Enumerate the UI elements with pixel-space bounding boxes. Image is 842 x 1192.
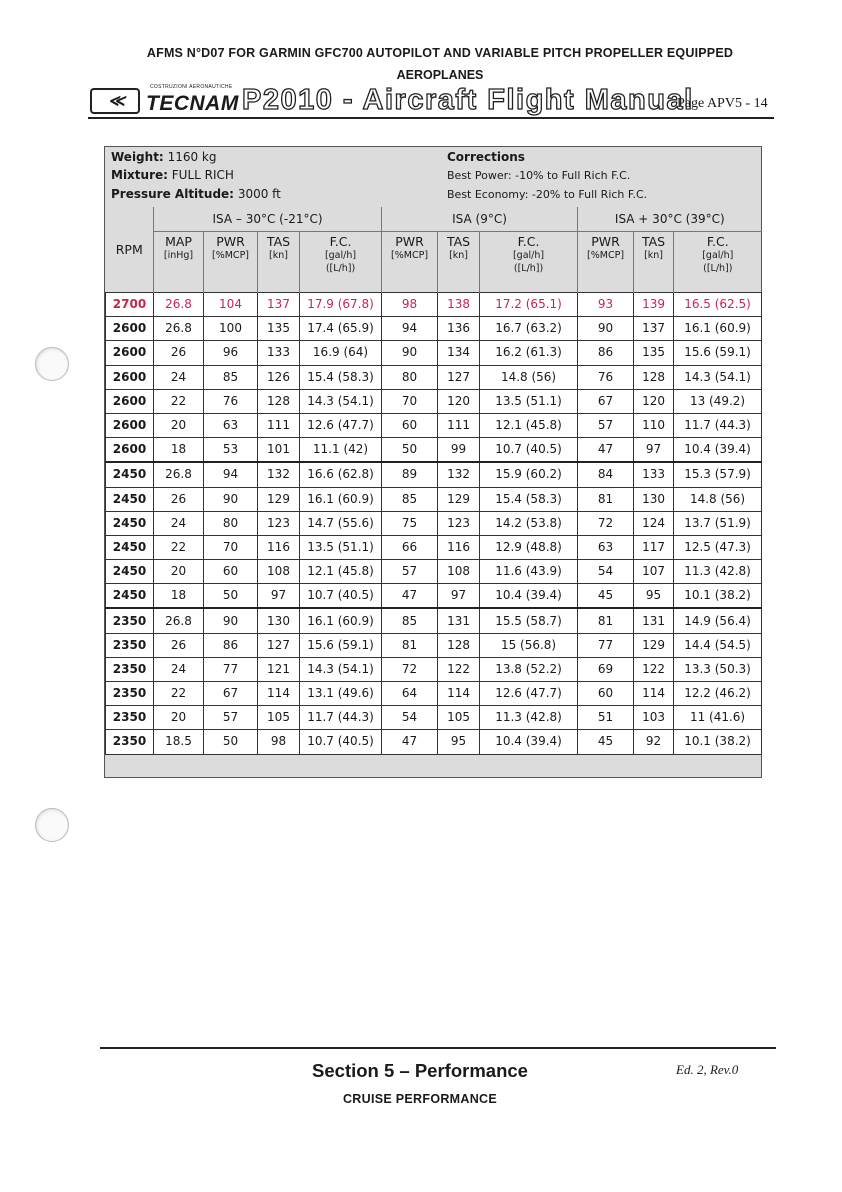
- table-cell: 98: [258, 730, 300, 754]
- table-cell: 107: [634, 560, 674, 584]
- table-cell: 13.7 (51.9): [674, 511, 762, 535]
- table-cell: 95: [634, 584, 674, 609]
- table-cell: 97: [438, 584, 480, 609]
- best-economy-correction: Best Economy: -20% to Full Rich F.C.: [447, 188, 648, 201]
- table-cell: 77: [204, 657, 258, 681]
- table-cell: 90: [204, 487, 258, 511]
- table-cell: 15.4 (58.3): [480, 487, 578, 511]
- rpm-cell: 2450: [106, 487, 154, 511]
- table-row: [106, 365, 762, 389]
- table-cell: 85: [382, 487, 438, 511]
- mixture-info: Mixture: FULL RICH: [111, 168, 234, 182]
- table-cell: 76: [578, 365, 634, 389]
- table-cell: 104: [204, 293, 258, 317]
- table-cell: 90: [204, 608, 258, 633]
- table-cell: 26: [154, 341, 204, 365]
- table-cell: 123: [438, 511, 480, 535]
- table-row: [106, 511, 762, 535]
- table-cell: 66: [382, 535, 438, 559]
- table-cell: 114: [438, 682, 480, 706]
- table-cell: 127: [258, 633, 300, 657]
- table-cell: 13.5 (51.1): [300, 535, 382, 559]
- table-cell: 127: [438, 365, 480, 389]
- table-cell: 10.7 (40.5): [300, 584, 382, 609]
- table-cell: 45: [578, 730, 634, 754]
- table-cell: 130: [634, 487, 674, 511]
- table-row: [106, 341, 762, 365]
- table-cell: 16.7 (63.2): [480, 317, 578, 341]
- table-cell: 122: [438, 657, 480, 681]
- table-cell: 54: [578, 560, 634, 584]
- table-cell: 133: [258, 341, 300, 365]
- table-cell: 18.5: [154, 730, 204, 754]
- rpm-cell: 2600: [106, 413, 154, 437]
- table-cell: 10.7 (40.5): [480, 438, 578, 463]
- cruise-performance-table-panel: [104, 146, 762, 778]
- table-cell: 67: [204, 682, 258, 706]
- table-cell: 80: [382, 365, 438, 389]
- rpm-cell: 2350: [106, 730, 154, 754]
- table-cell: 132: [438, 462, 480, 487]
- table-cell: 11.1 (42): [300, 438, 382, 463]
- table-cell: 98: [382, 293, 438, 317]
- rpm-cell: 2450: [106, 511, 154, 535]
- table-cell: 116: [438, 535, 480, 559]
- table-cell: 130: [258, 608, 300, 633]
- fc-header: F.C. [gal/h] ([L/h]): [480, 232, 578, 293]
- header-line2: AEROPLANES: [396, 68, 484, 82]
- table-cell: 97: [258, 584, 300, 609]
- table-cell: 108: [438, 560, 480, 584]
- table-cell: 81: [578, 608, 634, 633]
- table-cell: 120: [634, 389, 674, 413]
- pwr-header: PWR [%MCP]: [204, 232, 258, 293]
- best-power-correction: Best Power: -10% to Full Rich F.C.: [447, 169, 631, 182]
- rpm-cell: 2450: [106, 535, 154, 559]
- table-row: [106, 317, 762, 341]
- table-row: [106, 608, 762, 633]
- table-cell: 17.2 (65.1): [480, 293, 578, 317]
- table-cell: 99: [438, 438, 480, 463]
- weight-info: Weight: 1160 kg: [111, 150, 217, 164]
- tecnam-logo: [90, 86, 239, 116]
- table-cell: 26.8: [154, 293, 204, 317]
- table-cell: 15.6 (59.1): [300, 633, 382, 657]
- table-cell: 26.8: [154, 608, 204, 633]
- table-cell: 14.3 (54.1): [300, 389, 382, 413]
- table-cell: 60: [382, 413, 438, 437]
- table-cell: 10.4 (39.4): [480, 730, 578, 754]
- table-cell: 26.8: [154, 317, 204, 341]
- table-cell: 50: [204, 584, 258, 609]
- table-cell: 16.2 (61.3): [480, 341, 578, 365]
- rpm-cell: 2600: [106, 317, 154, 341]
- logo-name: TECNAM: [146, 92, 239, 115]
- table-cell: 64: [382, 682, 438, 706]
- table-cell: 110: [634, 413, 674, 437]
- table-cell: 18: [154, 584, 204, 609]
- table-cell: 16.1 (60.9): [300, 608, 382, 633]
- rpm-cell: 2450: [106, 462, 154, 487]
- table-cell: 97: [634, 438, 674, 463]
- table-row: [106, 462, 762, 487]
- table-cell: 16.1 (60.9): [674, 317, 762, 341]
- table-cell: 47: [382, 730, 438, 754]
- table-cell: 84: [578, 462, 634, 487]
- fc-header: F.C. [gal/h] ([L/h]): [300, 232, 382, 293]
- table-cell: 111: [258, 413, 300, 437]
- table-cell: 86: [204, 633, 258, 657]
- table-cell: 129: [438, 487, 480, 511]
- table-cell: 135: [634, 341, 674, 365]
- table-cell: 72: [382, 657, 438, 681]
- edition-revision: Ed. 2, Rev.0: [676, 1062, 739, 1077]
- table-cell: 17.4 (65.9): [300, 317, 382, 341]
- header-rule: [88, 117, 774, 119]
- table-cell: 10.4 (39.4): [674, 438, 762, 463]
- pwr-header: PWR [%MCP]: [382, 232, 438, 293]
- table-cell: 80: [204, 511, 258, 535]
- binder-hole: [35, 808, 69, 842]
- fc-header: F.C. [gal/h] ([L/h]): [674, 232, 762, 293]
- table-row: [106, 584, 762, 609]
- table-cell: 123: [258, 511, 300, 535]
- table-cell: 10.1 (38.2): [674, 730, 762, 754]
- table-cell: 129: [634, 633, 674, 657]
- table-cell: 92: [634, 730, 674, 754]
- table-cell: 14.4 (54.5): [674, 633, 762, 657]
- table-cell: 15.9 (60.2): [480, 462, 578, 487]
- table-cell: 16.1 (60.9): [300, 487, 382, 511]
- table-cell: 20: [154, 560, 204, 584]
- table-cell: 120: [438, 389, 480, 413]
- pwr-header: PWR [%MCP]: [578, 232, 634, 293]
- table-cell: 96: [204, 341, 258, 365]
- table-cell: 13.8 (52.2): [480, 657, 578, 681]
- table-cell: 11.6 (43.9): [480, 560, 578, 584]
- table-cell: 12.2 (46.2): [674, 682, 762, 706]
- table-cell: 63: [204, 413, 258, 437]
- table-cell: 14.8 (56): [674, 487, 762, 511]
- table-cell: 15.4 (58.3): [300, 365, 382, 389]
- table-cell: 12.5 (47.3): [674, 535, 762, 559]
- table-cell: 94: [382, 317, 438, 341]
- table-cell: 13.5 (51.1): [480, 389, 578, 413]
- table-cell: 26.8: [154, 462, 204, 487]
- table-cell: 24: [154, 657, 204, 681]
- logo-subtitle: COSTRUZIONI AERONAUTICHE: [150, 84, 233, 90]
- table-cell: 126: [258, 365, 300, 389]
- table-row: [106, 706, 762, 730]
- table-cell: 14.3 (54.1): [300, 657, 382, 681]
- table-cell: 12.6 (47.7): [480, 682, 578, 706]
- table-row: [106, 730, 762, 754]
- table-cell: 11.7 (44.3): [674, 413, 762, 437]
- table-cell: 15 (56.8): [480, 633, 578, 657]
- table-cell: 12.6 (47.7): [300, 413, 382, 437]
- table-cell: 11.7 (44.3): [300, 706, 382, 730]
- rpm-cell: 2350: [106, 682, 154, 706]
- table-cell: 45: [578, 584, 634, 609]
- table-cell: 75: [382, 511, 438, 535]
- group-header-isa-minus-30: ISA – 30°C (-21°C): [154, 207, 382, 232]
- table-cell: 26: [154, 633, 204, 657]
- table-cell: 111: [438, 413, 480, 437]
- table-cell: 11.3 (42.8): [674, 560, 762, 584]
- table-cell: 13.3 (50.3): [674, 657, 762, 681]
- table-cell: 22: [154, 389, 204, 413]
- table-row: [106, 389, 762, 413]
- table-cell: 103: [634, 706, 674, 730]
- manual-title: P2010 - Aircraft Flight Manual: [242, 84, 694, 116]
- table-cell: 20: [154, 413, 204, 437]
- table-cell: 114: [258, 682, 300, 706]
- table-cell: 131: [438, 608, 480, 633]
- table-cell: 12.9 (48.8): [480, 535, 578, 559]
- table-row: [106, 487, 762, 511]
- rpm-cell: 2350: [106, 633, 154, 657]
- table-cell: 69: [578, 657, 634, 681]
- table-cell: 50: [204, 730, 258, 754]
- table-cell: 47: [382, 584, 438, 609]
- table-cell: 105: [438, 706, 480, 730]
- corrections-title: Corrections: [447, 150, 525, 164]
- section-title: Section 5 – Performance: [312, 1060, 528, 1081]
- rpm-cell: 2600: [106, 341, 154, 365]
- table-cell: 134: [438, 341, 480, 365]
- table-cell: 18: [154, 438, 204, 463]
- table-row: [106, 682, 762, 706]
- table-cell: 137: [634, 317, 674, 341]
- table-cell: 14.3 (54.1): [674, 365, 762, 389]
- tas-header: TAS [kn]: [634, 232, 674, 293]
- table-cell: 11 (41.6): [674, 706, 762, 730]
- table-cell: 70: [204, 535, 258, 559]
- table-cell: 128: [634, 365, 674, 389]
- rpm-cell: 2600: [106, 438, 154, 463]
- table-cell: 128: [438, 633, 480, 657]
- table-cell: 13.1 (49.6): [300, 682, 382, 706]
- table-cell: 85: [382, 608, 438, 633]
- tecnam-logo-icon: ≪: [90, 88, 140, 114]
- page-reference: Page APV5 - 14: [677, 96, 768, 111]
- table-cell: 70: [382, 389, 438, 413]
- table-cell: 53: [204, 438, 258, 463]
- section-subtitle: CRUISE PERFORMANCE: [342, 1092, 498, 1106]
- table-cell: 95: [438, 730, 480, 754]
- rpm-header: RPM: [115, 242, 143, 257]
- table-cell: 57: [204, 706, 258, 730]
- table-cell: 131: [634, 608, 674, 633]
- table-row: [106, 293, 762, 317]
- table-row: [106, 633, 762, 657]
- table-cell: 86: [578, 341, 634, 365]
- group-header-isa: ISA (9°C): [382, 207, 578, 232]
- table-cell: 51: [578, 706, 634, 730]
- table-row: [106, 657, 762, 681]
- table-cell: 116: [258, 535, 300, 559]
- table-cell: 72: [578, 511, 634, 535]
- table-cell: 85: [204, 365, 258, 389]
- table-cell: 13 (49.2): [674, 389, 762, 413]
- table-cell: 16.5 (62.5): [674, 293, 762, 317]
- map-header: MAP [inHg]: [154, 232, 204, 293]
- table-cell: 108: [258, 560, 300, 584]
- table-cell: 122: [634, 657, 674, 681]
- rpm-cell: 2600: [106, 389, 154, 413]
- table-cell: 14.8 (56): [480, 365, 578, 389]
- table-cell: 17.9 (67.8): [300, 293, 382, 317]
- table-cell: 81: [382, 633, 438, 657]
- table-cell: 67: [578, 389, 634, 413]
- table-cell: 128: [258, 389, 300, 413]
- rpm-cell: 2350: [106, 608, 154, 633]
- table-cell: 138: [438, 293, 480, 317]
- table-cell: 133: [634, 462, 674, 487]
- tas-header: TAS [kn]: [258, 232, 300, 293]
- table-cell: 16.6 (62.8): [300, 462, 382, 487]
- table-cell: 57: [578, 413, 634, 437]
- table-row: [106, 413, 762, 437]
- table-cell: 81: [578, 487, 634, 511]
- table-cell: 89: [382, 462, 438, 487]
- table-cell: 26: [154, 487, 204, 511]
- table-cell: 90: [382, 341, 438, 365]
- table-cell: 63: [578, 535, 634, 559]
- footer-rule: [100, 1047, 776, 1049]
- table-row: [106, 560, 762, 584]
- table-cell: 100: [204, 317, 258, 341]
- binder-hole: [35, 347, 69, 381]
- table-cell: 20: [154, 706, 204, 730]
- table-cell: 57: [382, 560, 438, 584]
- table-cell: 14.7 (55.6): [300, 511, 382, 535]
- header-line1: AFMS N°D07 FOR GARMIN GFC700 AUTOPILOT AND VARIABLE PITCH PROPELLER EQUIPPED: [146, 46, 734, 60]
- table-cell: 136: [438, 317, 480, 341]
- table-cell: 117: [634, 535, 674, 559]
- tas-header: TAS [kn]: [438, 232, 480, 293]
- rpm-cell: 2450: [106, 560, 154, 584]
- table-cell: 50: [382, 438, 438, 463]
- table-cell: 77: [578, 633, 634, 657]
- rpm-cell: 2700: [106, 293, 154, 317]
- table-cell: 129: [258, 487, 300, 511]
- table-cell: 47: [578, 438, 634, 463]
- rpm-cell: 2450: [106, 584, 154, 609]
- cruise-performance-table: [105, 207, 762, 755]
- table-cell: 15.5 (58.7): [480, 608, 578, 633]
- table-cell: 135: [258, 317, 300, 341]
- table-cell: 139: [634, 293, 674, 317]
- table-cell: 15.3 (57.9): [674, 462, 762, 487]
- table-cell: 76: [204, 389, 258, 413]
- table-cell: 22: [154, 535, 204, 559]
- table-cell: 24: [154, 511, 204, 535]
- table-cell: 101: [258, 438, 300, 463]
- table-cell: 132: [258, 462, 300, 487]
- table-cell: 15.6 (59.1): [674, 341, 762, 365]
- table-cell: 12.1 (45.8): [480, 413, 578, 437]
- table-cell: 10.1 (38.2): [674, 584, 762, 609]
- pressure-altitude-info: Pressure Altitude: 3000 ft: [111, 187, 281, 201]
- table-cell: 137: [258, 293, 300, 317]
- table-cell: 14.2 (53.8): [480, 511, 578, 535]
- table-cell: 54: [382, 706, 438, 730]
- table-cell: 11.3 (42.8): [480, 706, 578, 730]
- rpm-cell: 2350: [106, 706, 154, 730]
- table-cell: 93: [578, 293, 634, 317]
- table-cell: 24: [154, 365, 204, 389]
- table-cell: 94: [204, 462, 258, 487]
- table-cell: 60: [578, 682, 634, 706]
- table-cell: 105: [258, 706, 300, 730]
- group-header-isa-plus-30: ISA + 30°C (39°C): [578, 207, 762, 232]
- table-cell: 12.1 (45.8): [300, 560, 382, 584]
- table-cell: 16.9 (64): [300, 341, 382, 365]
- table-row: [106, 438, 762, 463]
- table-cell: 22: [154, 682, 204, 706]
- table-cell: 60: [204, 560, 258, 584]
- rpm-cell: 2600: [106, 365, 154, 389]
- table-cell: 124: [634, 511, 674, 535]
- rpm-cell: 2350: [106, 657, 154, 681]
- table-cell: 14.9 (56.4): [674, 608, 762, 633]
- table-cell: 10.7 (40.5): [300, 730, 382, 754]
- table-cell: 114: [634, 682, 674, 706]
- table-cell: 90: [578, 317, 634, 341]
- table-cell: 121: [258, 657, 300, 681]
- table-row: [106, 535, 762, 559]
- table-cell: 10.4 (39.4): [480, 584, 578, 609]
